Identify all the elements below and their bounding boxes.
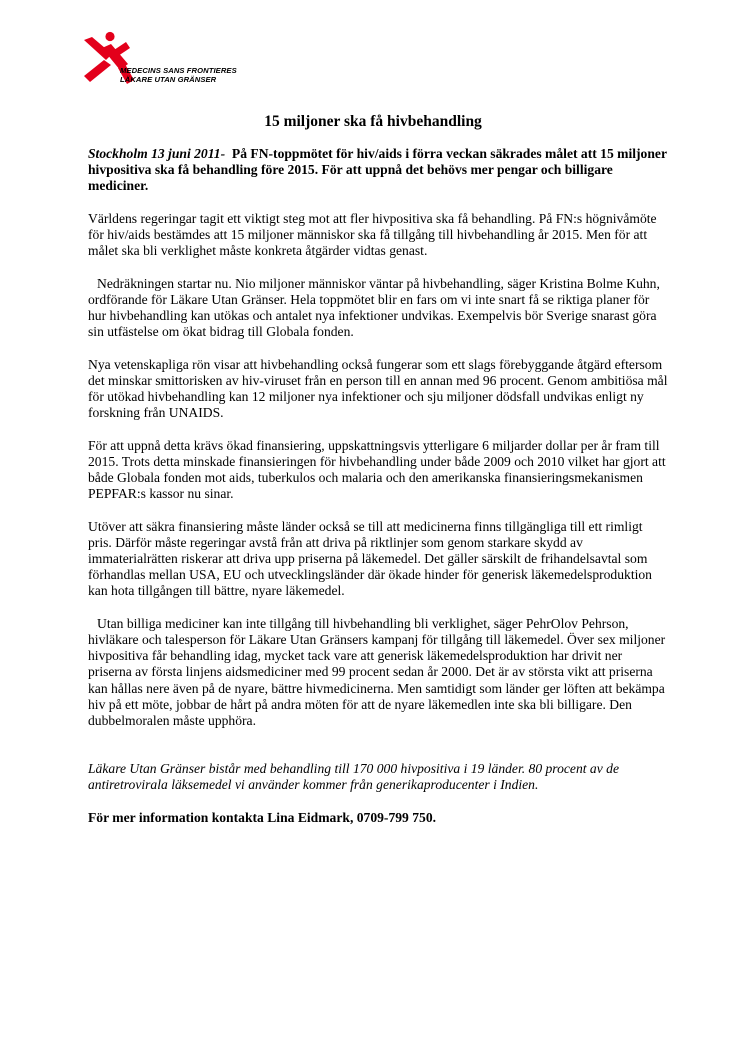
paragraph-1: Världens regeringar tagit ett viktigt steg mot att fler hivpositiva ska få behandling. På FN:s högnivåmöte för hiv/aids bestämdes att 15 miljoner människor ska få tillgång till hivbehandling år 2015. Men för att målet ska bli verklighet måste konkreta åtgärder vidtas genast. (88, 210, 657, 259)
logo-line-2: LÄKARE UTAN GRÄNSER (120, 74, 217, 84)
paragraph-4: För att uppnå detta krävs ökad finansiering, uppskattningsvis ytterligare 6 miljarder dollar per år fram till 2015. Trots detta minskade finansieringen för hivbehandling under både 2009 och 2010 vilket har gjort att både Globala fonden mot aids, tuberkulos och malaria och den amerikanska finansieringsmekanismen PEPFAR:s kassor nu sinar. (88, 437, 666, 502)
paragraph-2: Nedräkningen startar nu. Nio miljoner människor väntar på hivbehandling, säger Kristina Bolme Kuhn, ordförande för Läkare Utan Gränser. Hela toppmötet blir en fars om vi inte snart få se riktiga planer för hur hivbehandling kan utökas och antalet nya infektioner undvikas. Exempelvis bör Sverige snarast göra sin utfästelse om ökat bidrag till Globala fonden. (88, 275, 660, 340)
document-body (88, 146, 668, 842)
place-date: Stockholm 13 juni 2011- (88, 146, 226, 161)
paragraph-6: Utan billiga mediciner kan inte tillgång till hivbehandling bli verklighet, säger PehrOlov Pehrson, hivläkare och talesperson för Läkare Utan Gränsers kampanj för tillgång till läkemedel. Över sex miljoner hivpositiva får behandling idag, mycket tack vare att generisk läkemedelsproduktion har drivit ner priserna av första linjens aidsmediciner med 99 procent sedan år 2000. Det är av största vikt att priserna kan hållas nere även på de nyare, bättre hivmedicinerna. Men samtidigt som länder ger löften att bekämpa hiv på ett möte, jobbar de hårt på andra möten för att de nyare läkemedlen inte ska bli billigare. Den dubbelmoralen måste upphöra. (88, 615, 666, 729)
logo-line-1: MEDECINS SANS FRONTIERES (120, 66, 237, 75)
contact-line: För mer information kontakta Lina Eidmark, 0709-799 750. (88, 809, 437, 825)
lead-paragraph (88, 146, 668, 195)
paragraph-5: Utöver att säkra finansiering måste länder också se till att medicinerna finns tillgängliga till ett rimligt pris. Därför måste regeringar avstå från att driva på riktlinjer som genom starkare skydd av immaterialrätten riskerar att driva upp priserna på läkemedel. Det gäller särskilt de frihandelsavtal som förhandlas mellan USA, EU och utvecklingsländer där ökade hinder för generisk läkemedelsproduktion kan hota tillgången till bättre, nyare läkemedel. (88, 518, 652, 599)
msf-logo (78, 30, 258, 88)
lead-text: På FN-toppmötet för hiv/aids i förra veckan säkrades målet att 15 miljoner hivpositiva ska få behandling före 2015. För att uppnå det behövs mer pengar och billigare mediciner. (88, 146, 667, 194)
logo-wordmark (120, 67, 237, 84)
about-note: Läkare Utan Gränser bistår med behandling till 170 000 hivpositiva i 19 länder. 80 procent av de antiretrovirala läksemedel vi använder kommer från generikaproducenter i Indien. (88, 761, 619, 793)
paragraph-3: Nya vetenskapliga rön visar att hivbehandling också fungerar som ett slags förebyggande åtgärd eftersom det minskar smittorisken av hiv-viruset från en person till en annan med 96 procent. Genom ambitiösa mål för utökad hivbehandling kan 12 miljoner nya infektioner och sju miljoner dödsfall undvikas enligt ny forskning från UNAIDS. (88, 356, 668, 421)
document-title: 15 miljoner ska få hivbehandling (264, 113, 482, 130)
